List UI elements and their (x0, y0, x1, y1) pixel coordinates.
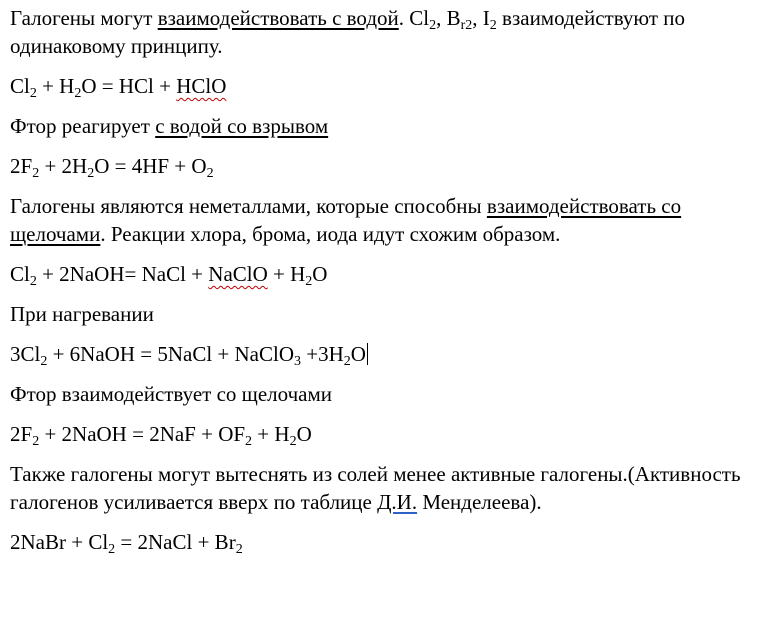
subscript: 2 (305, 274, 313, 289)
eq-text: 3Cl (10, 342, 41, 366)
text: При нагревании (10, 302, 154, 326)
text: Фтор реагирует (10, 114, 156, 138)
subscript: 2 (32, 434, 40, 449)
text: Фтор взаимодействует со щелочами (10, 382, 333, 406)
text: взаимодействуют по одинаковому принципу. (10, 6, 686, 58)
eq-text: + 2H (39, 154, 88, 178)
paragraph-heating (10, 300, 770, 328)
subscript: 2 (289, 434, 297, 449)
subscript: 2 (235, 542, 243, 557)
spellcheck-word[interactable]: HClO (176, 74, 227, 98)
eq-text: + 2NaOH= NaCl + (36, 262, 209, 286)
eq-text: +3H (301, 342, 344, 366)
subscript: 2 (206, 166, 214, 181)
text: . Реакции хлора, брома, иода идут схожим образом. (100, 222, 561, 246)
subscript: 2 (343, 354, 351, 369)
equation-nabr-cl2 (10, 528, 770, 556)
eq-text: 2F (10, 422, 33, 446)
text: Галогены являются неметаллами, которые способны (10, 194, 487, 218)
eq-text: + H (36, 74, 75, 98)
subscript: r2 (460, 18, 473, 33)
text: , I (472, 6, 490, 30)
eq-text: + H (267, 262, 306, 286)
eq-text: = 2NaCl + Br (115, 530, 236, 554)
subscript: 2 (87, 166, 95, 181)
eq-text: + H (252, 422, 290, 446)
eq-text: O = 4HF + O (94, 154, 207, 178)
subscript: 3 (294, 354, 302, 369)
equation-cl2-naoh (10, 260, 770, 288)
paragraph-fluorine-water (10, 112, 770, 140)
paragraph-halogens-alkali (10, 192, 770, 248)
text: Менделеева). (417, 490, 542, 514)
eq-text: O = HCl + (81, 74, 177, 98)
eq-text: O (296, 422, 312, 446)
equation-cl2-water (10, 72, 770, 100)
eq-text: O (350, 342, 366, 366)
eq-text: + 2NaOH = 2NaF + OF (39, 422, 246, 446)
equation-f2-water (10, 152, 770, 180)
text: Галогены могут (10, 6, 158, 30)
text: Также галогены могут вытеснять из солей менее активные галогены.(Активность галогенов усиливается вверх по таблице (10, 462, 741, 514)
subscript: 2 (429, 18, 437, 33)
eq-text: 2NaBr + Cl (10, 530, 109, 554)
subscript: 2 (29, 274, 37, 289)
subscript: 2 (245, 434, 253, 449)
eq-text: 2F (10, 154, 33, 178)
eq-text: + 6NaOH = 5NaCl + NaClO (47, 342, 295, 366)
subscript: 2 (489, 18, 497, 33)
subscript: 2 (32, 166, 40, 181)
eq-text: Cl (10, 262, 30, 286)
subscript: 2 (108, 542, 116, 557)
eq-text: O (312, 262, 328, 286)
subscript: 2 (74, 86, 82, 101)
text: . Cl (398, 6, 430, 30)
link-water-explosion[interactable]: с водой со взрывом (155, 114, 329, 138)
paragraph-halogens-water (10, 4, 770, 60)
subscript: 2 (29, 86, 37, 101)
eq-text: Cl (10, 74, 30, 98)
link-interact-water[interactable]: взаимодействовать с водой (157, 6, 399, 30)
link-interact-alkali[interactable]: взаимодействовать со щелочами (10, 194, 682, 246)
equation-f2-naoh (10, 420, 770, 448)
text: , B (436, 6, 461, 30)
text-cursor (367, 343, 368, 365)
spellcheck-word[interactable]: NaClO (208, 262, 268, 286)
paragraph-displacement (10, 460, 755, 516)
paragraph-fluorine-alkali (10, 380, 770, 408)
subscript: 2 (40, 354, 48, 369)
link-mendeleev[interactable]: Д.И. (377, 490, 418, 514)
equation-cl2-naoh-hot (10, 340, 770, 368)
